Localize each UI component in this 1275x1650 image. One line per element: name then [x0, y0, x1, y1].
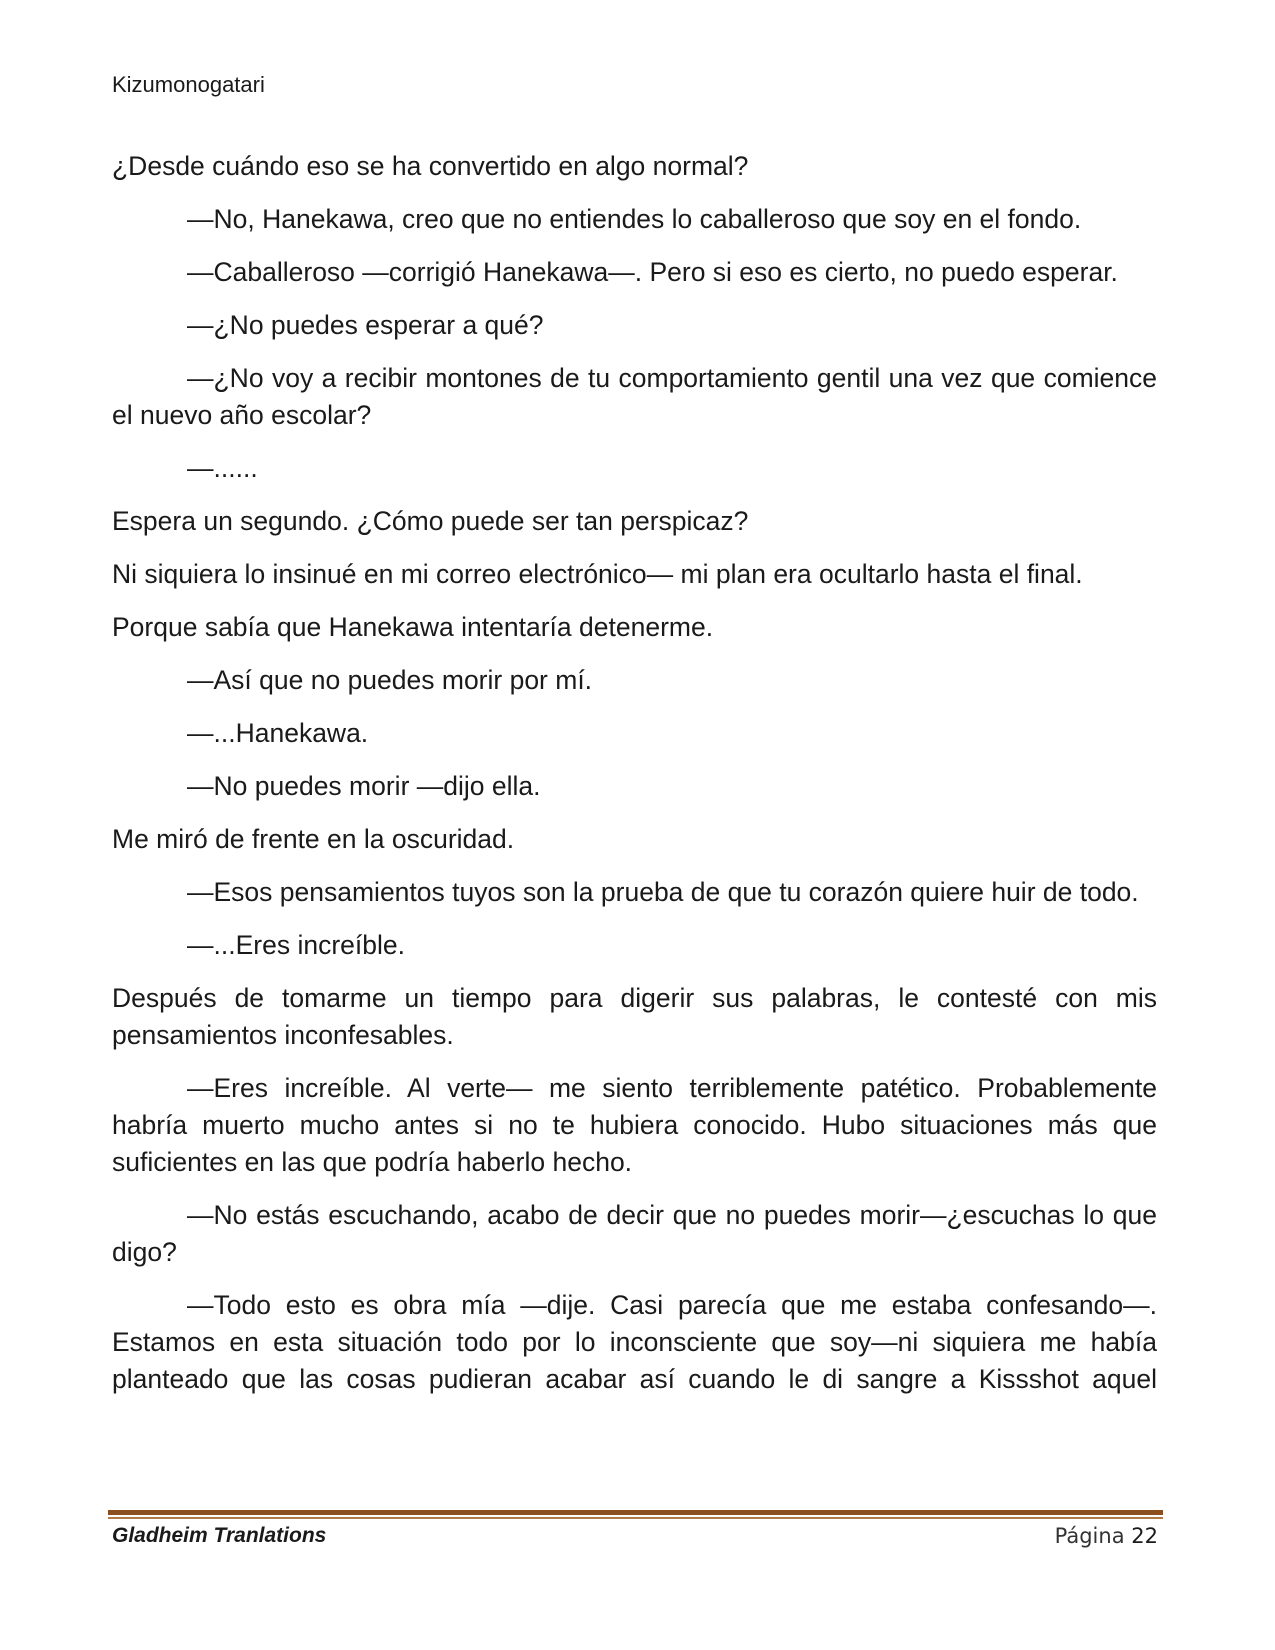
paragraph: —¿No voy a recibir montones de tu comportamiento gentil una vez que comience el nuevo año escolar?	[112, 363, 1157, 430]
footer-divider-thin	[108, 1517, 1163, 1519]
paragraph: —...Hanekawa.	[187, 718, 369, 748]
paragraph: ¿Desde cuándo eso se ha convertido en algo normal?	[112, 151, 749, 181]
paragraph: —......	[187, 453, 258, 483]
paragraph: —Esos pensamientos tuyos son la prueba de que tu corazón quiere huir de todo.	[187, 877, 1139, 907]
page-number-value: 22	[1131, 1524, 1158, 1548]
paragraph: Porque sabía que Hanekawa intentaría detenerme.	[112, 612, 714, 642]
paragraph: —No, Hanekawa, creo que no entiendes lo caballeroso que soy en el fondo.	[187, 204, 1082, 234]
page-label: Página	[1054, 1524, 1125, 1548]
paragraph: Me miró de frente en la oscuridad.	[112, 824, 515, 854]
paragraph: —¿No puedes esperar a qué?	[187, 310, 544, 340]
footer-divider-thick	[108, 1510, 1163, 1515]
footer-publisher: Gladheim Tranlations	[112, 1524, 327, 1547]
paragraph: Espera un segundo. ¿Cómo puede ser tan perspicaz?	[112, 506, 749, 536]
page-number	[1055, 1524, 1158, 1548]
paragraph: —Así que no puedes morir por mí.	[187, 665, 593, 695]
paragraph: —Eres increíble. Al verte— me siento terriblemente patético. Probablemente habría muerto mucho antes si no te hubiera conocido. Hubo situaciones más que suficientes en las que podría haberlo hecho.	[112, 1073, 1157, 1177]
paragraph: Después de tomarme un tiempo para digerir sus palabras, le contesté con mis pensamientos inconfesables.	[112, 983, 1157, 1050]
paragraph: —...Eres increíble.	[187, 930, 405, 960]
paragraph: —Caballeroso —corrigió Hanekawa—. Pero si eso es cierto, no puedo esperar.	[187, 257, 1118, 287]
paragraph: Ni siquiera lo insinué en mi correo electrónico— mi plan era ocultarlo hasta el final.	[112, 559, 1083, 589]
running-header: Kizumonogatari	[112, 72, 265, 97]
paragraph: —No estás escuchando, acabo de decir que no puedes morir—¿escuchas lo que digo?	[112, 1200, 1157, 1267]
paragraph: —Todo esto es obra mía —dije. Casi parecía que me estaba confesando—. Estamos en esta situación todo por lo inconsciente que soy—ni siquiera me había planteado que las cosas pudieran acabar así cuando le di sangre a Kissshot aquel	[112, 1290, 1157, 1394]
paragraph: —No puedes morir —dijo ella.	[187, 771, 541, 801]
body-text	[112, 148, 1157, 1398]
